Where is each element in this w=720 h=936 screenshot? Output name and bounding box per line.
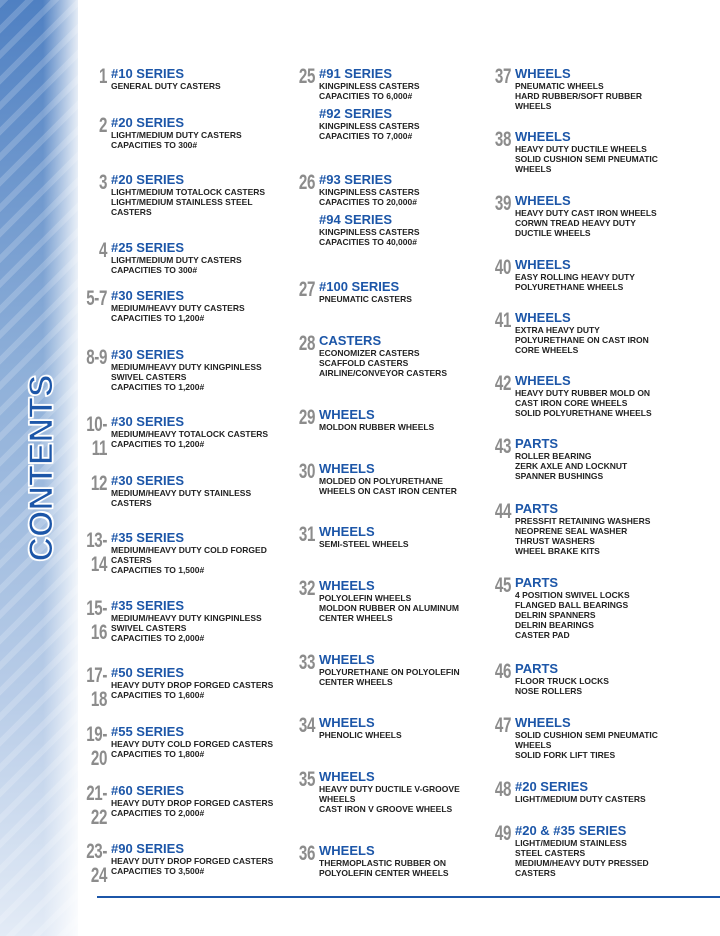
entry-description: SWIVEL CASTERS: [111, 623, 187, 633]
entry-body: [319, 334, 447, 378]
page-number: 13-14: [86, 529, 107, 576]
entry-body: [111, 415, 268, 449]
entry-title: #92 SERIES: [319, 106, 392, 121]
entry-body: [111, 289, 245, 323]
entry-body: [319, 770, 460, 814]
entry-description: NOSE ROLLERS: [515, 686, 583, 696]
entry-title: #93 SERIES: [319, 172, 392, 187]
entry-body: [111, 173, 265, 217]
entry-description: CASTERS: [111, 207, 152, 217]
entry-description: MOLDON RUBBER ON ALUMINUM: [319, 603, 459, 613]
entry-title: #30 SERIES: [111, 347, 184, 362]
entry-description: CAST IRON V GROOVE WHEELS: [319, 804, 453, 814]
entry-title: PARTS: [515, 501, 559, 516]
entry-body: [515, 437, 627, 481]
entry-description: CAST IRON CORE WHEELS: [515, 398, 628, 408]
entry-description: ECONOMIZER CASTERS: [319, 348, 420, 358]
entry-description: HEAVY DUTY CAST IRON WHEELS: [515, 208, 657, 218]
entry-description: EASY ROLLING HEAVY DUTY: [515, 272, 635, 282]
entry-description: STEEL CASTERS: [515, 848, 586, 858]
entry-description: SEMI-STEEL WHEELS: [319, 539, 409, 549]
entry-description: POLYOLEFIN CENTER WHEELS: [319, 868, 449, 878]
entry-description: DUCTILE WHEELS: [515, 228, 591, 238]
entry-title: CASTERS: [319, 333, 382, 348]
entry-body: [111, 666, 273, 700]
page-number: 27: [298, 278, 315, 301]
entry-body: [319, 173, 420, 247]
entry-description: KINGPINLESS CASTERS: [319, 121, 420, 131]
entry-description: NEOPRENE SEAL WASHER: [515, 526, 628, 536]
entry-body: [111, 348, 262, 392]
page-number: 37: [494, 65, 511, 88]
page-number: 39: [494, 192, 511, 215]
entry-title: #91 SERIES: [319, 66, 392, 81]
entry-description: SWIVEL CASTERS: [111, 372, 187, 382]
page-number: 26: [298, 171, 315, 194]
entry-title: WHEELS: [515, 257, 571, 272]
entry-title: #50 SERIES: [111, 665, 184, 680]
entry-description: POLYURETHANE ON CAST IRON: [515, 335, 649, 345]
entry-title: #90 SERIES: [111, 841, 184, 856]
entry-description: MEDIUM/HEAVY DUTY KINGPINLESS: [111, 362, 262, 372]
page-number: 44: [494, 500, 511, 523]
entry-description: LIGHT/MEDIUM DUTY CASTERS: [111, 255, 242, 265]
page-number: 4: [98, 239, 107, 262]
page-number: 34: [298, 714, 315, 737]
entry-description: CAPACITIES TO 3,500#: [111, 866, 205, 876]
entry-description: GENERAL DUTY CASTERS: [111, 81, 221, 91]
page-number: 41: [494, 309, 511, 332]
entry-description: HEAVY DUTY DUCTILE V-GROOVE: [319, 784, 460, 794]
entry-description: POLYOLEFIN WHEELS: [319, 593, 412, 603]
entry-title: PARTS: [515, 661, 559, 676]
entry-body: [515, 67, 642, 111]
page-number: 48: [494, 778, 511, 801]
entry-description: SOLID CUSHION SEMI PNEUMATIC: [515, 154, 658, 164]
entry-title: WHEELS: [515, 373, 571, 388]
entry-description: PHENOLIC WHEELS: [319, 730, 402, 740]
entry-description: LIGHT/MEDIUM STAINLESS: [515, 838, 627, 848]
entry-description: SOLID CUSHION SEMI PNEUMATIC: [515, 730, 658, 740]
entry-title: PARTS: [515, 436, 559, 451]
entry-title: WHEELS: [515, 66, 571, 81]
entry-body: [319, 579, 459, 623]
entry-description: CASTERS: [111, 498, 152, 508]
entry-body: [319, 525, 409, 549]
contents-heading: CONTENTS: [22, 374, 61, 562]
entry-description: PNEUMATIC CASTERS: [319, 294, 412, 304]
entry-description: HEAVY DUTY DROP FORGED CASTERS: [111, 856, 274, 866]
entry-description: WHEELS: [319, 794, 356, 804]
entry-body: [111, 116, 242, 150]
entry-description: CAPACITIES TO 2,000#: [111, 633, 205, 643]
entry-body: [515, 662, 609, 696]
entry-description: ROLLER BEARING: [515, 451, 592, 461]
page-number: 28: [298, 332, 315, 355]
entry-body: [515, 258, 635, 292]
entry-body: [515, 194, 657, 238]
page-number: 45: [494, 574, 511, 597]
entry-description: MEDIUM/HEAVY DUTY KINGPINLESS: [111, 613, 262, 623]
page-number: 42: [494, 372, 511, 395]
page-number: 25: [298, 65, 315, 88]
entry-description: CAPACITIES TO 1,200#: [111, 382, 205, 392]
entry-description: LIGHT/MEDIUM DUTY CASTERS: [111, 130, 242, 140]
entry-description: MEDIUM/HEAVY DUTY COLD FORGED: [111, 545, 267, 555]
entry-description: THERMOPLASTIC RUBBER ON: [319, 858, 447, 868]
entry-body: [319, 67, 420, 141]
entry-title: #30 SERIES: [111, 414, 184, 429]
entry-description: WHEELS: [515, 101, 552, 111]
entry-description: CAPACITIES TO 2,000#: [111, 808, 205, 818]
entry-body: [111, 67, 221, 91]
entry-description: 4 POSITION SWIVEL LOCKS: [515, 590, 630, 600]
entry-description: CAPACITIES TO 40,000#: [319, 237, 417, 247]
entry-description: CENTER WHEELS: [319, 613, 393, 623]
page-number: 8-9: [86, 346, 107, 369]
entry-title: WHEELS: [319, 769, 375, 784]
entry-description: CORE WHEELS: [515, 345, 579, 355]
page-number: 10-11: [86, 413, 107, 460]
page-number: 12: [90, 472, 107, 495]
entry-title: #10 SERIES: [111, 66, 184, 81]
entry-title: WHEELS: [319, 715, 375, 730]
entry-body: [515, 716, 658, 760]
page-number: 32: [298, 577, 315, 600]
entry-title: WHEELS: [319, 578, 375, 593]
entry-title: WHEELS: [515, 129, 571, 144]
entry-description: HEAVY DUTY COLD FORGED CASTERS: [111, 739, 273, 749]
entry-description: DELRIN SPANNERS: [515, 610, 596, 620]
entry-description: MEDIUM/HEAVY DUTY CASTERS: [111, 303, 245, 313]
page-number: 31: [298, 523, 315, 546]
entry-title: #20 SERIES: [111, 172, 184, 187]
entry-description: AIRLINE/CONVEYOR CASTERS: [319, 368, 447, 378]
entry-body: [515, 374, 652, 418]
page-number: 17-18: [86, 664, 107, 711]
entry-description: WHEELS ON CAST IRON CENTER: [319, 486, 457, 496]
entry-title: WHEELS: [319, 461, 375, 476]
entry-description: WHEELS: [515, 164, 552, 174]
page-number: 15-16: [86, 597, 107, 644]
entry-description: SOLID FORK LIFT TIRES: [515, 750, 616, 760]
page-number: 3: [98, 171, 107, 194]
entry-body: [515, 311, 649, 355]
entry-title: #60 SERIES: [111, 783, 184, 798]
entry-description: WHEEL BRAKE KITS: [515, 546, 600, 556]
entry-description: KINGPINLESS CASTERS: [319, 187, 420, 197]
entry-title: PARTS: [515, 575, 559, 590]
entry-title: WHEELS: [319, 843, 375, 858]
entry-title: WHEELS: [319, 524, 375, 539]
entry-description: MEDIUM/HEAVY TOTALOCK CASTERS: [111, 429, 269, 439]
entry-description: WHEELS: [515, 740, 552, 750]
entry-description: KINGPINLESS CASTERS: [319, 227, 420, 237]
entry-body: [515, 130, 658, 174]
entry-description: CASTER PAD: [515, 630, 570, 640]
entry-description: CENTER WHEELS: [319, 677, 393, 687]
entry-description: SOLID POLYURETHANE WHEELS: [515, 408, 652, 418]
page-number: 2: [98, 114, 107, 137]
entry-description: CAPACITIES TO 1,500#: [111, 565, 205, 575]
entry-description: CAPACITIES TO 300#: [111, 265, 198, 275]
entry-title: WHEELS: [319, 407, 375, 422]
entry-title: #55 SERIES: [111, 724, 184, 739]
entry-description: FLANGED BALL BEARINGS: [515, 600, 629, 610]
entry-title: WHEELS: [515, 715, 571, 730]
entry-description: HEAVY DUTY RUBBER MOLD ON: [515, 388, 651, 398]
entry-description: POLYURETHANE WHEELS: [515, 282, 624, 292]
entry-title: #30 SERIES: [111, 473, 184, 488]
entry-body: [111, 241, 242, 275]
entry-body: [515, 502, 650, 556]
entry-description: FLOOR TRUCK LOCKS: [515, 676, 609, 686]
entry-title: #30 SERIES: [111, 288, 184, 303]
entry-body: [319, 280, 412, 304]
page-number: 29: [298, 406, 315, 429]
sub-entry[interactable]: [319, 213, 420, 247]
entry-description: HEAVY DUTY DUCTILE WHEELS: [515, 144, 647, 154]
entry-description: SCAFFOLD CASTERS: [319, 358, 409, 368]
entry-title: #20 & #35 SERIES: [515, 823, 627, 838]
entry-description: PRESSFIT RETAINING WASHERS: [515, 516, 651, 526]
entry-body: [111, 531, 267, 575]
entry-description: CORWN TREAD HEAVY DUTY: [515, 218, 636, 228]
page-number: 5-7: [86, 287, 107, 310]
page-number: 46: [494, 660, 511, 683]
entry-description: CAPACITIES TO 20,000#: [319, 197, 417, 207]
page-number: 47: [494, 714, 511, 737]
entry-title: #100 SERIES: [319, 279, 400, 294]
entry-description: LIGHT/MEDIUM STAINLESS STEEL: [111, 197, 253, 207]
entry-title: WHEELS: [515, 310, 571, 325]
entry-description: ZERK AXLE AND LOCKNUT: [515, 461, 628, 471]
entry-description: CAPACITIES TO 1,600#: [111, 690, 205, 700]
entry-body: [319, 408, 434, 432]
entry-body: [319, 653, 460, 687]
entry-body: [515, 576, 630, 640]
entry-body: [515, 780, 646, 804]
entry-description: MOLDED ON POLYURETHANE: [319, 476, 443, 486]
entry-description: HARD RUBBER/SOFT RUBBER: [515, 91, 643, 101]
page-number: 49: [494, 822, 511, 845]
entry-description: MOLDON RUBBER WHEELS: [319, 422, 435, 432]
entry-description: CAPACITIES TO 7,000#: [319, 131, 413, 141]
entry-title: #20 SERIES: [111, 115, 184, 130]
entry-description: LIGHT/MEDIUM DUTY CASTERS: [515, 794, 646, 804]
entry-body: [111, 599, 262, 643]
entry-body: [319, 462, 457, 496]
entry-description: MEDIUM/HEAVY DUTY PRESSED: [515, 858, 649, 868]
entry-body: [111, 842, 273, 876]
page-number: 21-22: [86, 782, 107, 829]
page-number: 43: [494, 435, 511, 458]
entry-description: EXTRA HEAVY DUTY: [515, 325, 600, 335]
page-number: 33: [298, 651, 315, 674]
entry-description: CASTERS: [111, 555, 152, 565]
entry-title: #25 SERIES: [111, 240, 184, 255]
footer-rule: [97, 896, 720, 898]
page-number: 36: [298, 842, 315, 865]
page-number: 30: [298, 460, 315, 483]
page-number: 40: [494, 256, 511, 279]
entry-description: CASTERS: [515, 868, 556, 878]
sub-entry[interactable]: [319, 107, 420, 141]
entry-body: [111, 725, 273, 759]
entry-body: [515, 824, 649, 878]
entry-description: MEDIUM/HEAVY DUTY STAINLESS: [111, 488, 252, 498]
entry-description: KINGPINLESS CASTERS: [319, 81, 420, 91]
entry-description: CAPACITIES TO 1,200#: [111, 439, 205, 449]
entry-body: [319, 844, 449, 878]
entry-description: HEAVY DUTY DROP FORGED CASTERS: [111, 680, 274, 690]
entry-description: PNEUMATIC WHEELS: [515, 81, 604, 91]
page-number: 35: [298, 768, 315, 791]
entry-description: SPANNER BUSHINGS: [515, 471, 604, 481]
page-number: 19-20: [86, 723, 107, 770]
page-number: 23-24: [86, 840, 107, 887]
page-number: 38: [494, 128, 511, 151]
entry-description: THRUST WASHERS: [515, 536, 595, 546]
entry-description: DELRIN BEARINGS: [515, 620, 594, 630]
entry-description: CAPACITIES TO 1,800#: [111, 749, 205, 759]
entry-description: LIGHT/MEDIUM TOTALOCK CASTERS: [111, 187, 266, 197]
entry-title: #94 SERIES: [319, 212, 392, 227]
entry-title: #35 SERIES: [111, 530, 184, 545]
entry-title: WHEELS: [515, 193, 571, 208]
entry-description: CAPACITIES TO 6,000#: [319, 91, 413, 101]
entry-title: WHEELS: [319, 652, 375, 667]
entry-body: [111, 474, 251, 508]
entry-description: CAPACITIES TO 1,200#: [111, 313, 205, 323]
sidebar-background: [0, 0, 78, 936]
entry-title: #20 SERIES: [515, 779, 588, 794]
entry-body: [319, 716, 402, 740]
entry-description: CAPACITIES TO 300#: [111, 140, 198, 150]
page-number: 1: [98, 65, 107, 88]
entry-description: HEAVY DUTY DROP FORGED CASTERS: [111, 798, 274, 808]
entry-body: [111, 784, 273, 818]
entry-description: POLYURETHANE ON POLYOLEFIN: [319, 667, 460, 677]
entry-title: #35 SERIES: [111, 598, 184, 613]
